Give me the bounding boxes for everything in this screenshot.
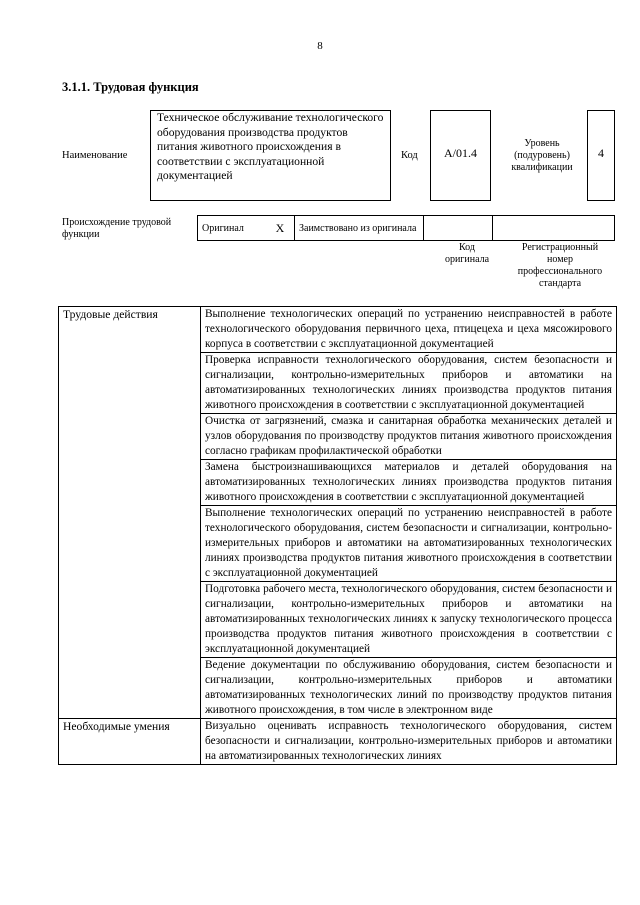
origin-code-cell	[424, 216, 493, 241]
table-cell: Очистка от загрязнений, смазка и санитарная обработка механических деталей и узлов оборудования по производству продуктов питания животного происхождения согласно графикам профилактической обработки	[201, 414, 617, 460]
table-cell: Выполнение технологических операций по устранению неисправностей в работе технологического оборудования первичного цеха, птицецеха и цеха мясожирового корпуса в соответствии с эксплуатационной документацией	[201, 307, 617, 353]
reg-number-label: Регистрационный номер профессионального стандарта	[517, 242, 603, 289]
table-cell: Проверка исправности технологического оборудования, систем безопасности и сигнализации, контрольно-измерительных приборов и автоматики на автоматизированных технологических линиях производства продуктов питания животного происхождения в соответствии с эксплуатационной документацией	[201, 353, 617, 414]
table-cell: Замена быстроизнашивающихся материалов и деталей оборудования на автоматизированных технологических линиях производства продуктов питания животного происхождения в соответствии с эксплуатационной документацией	[201, 460, 617, 506]
function-name: Техническое обслуживание технологического оборудования производства продуктов питания животного происхождения в соответствии с эксплуатационной документацией	[157, 111, 384, 182]
level-label: Уровень (подуровень) квалификации	[511, 138, 573, 173]
table-cell: Выполнение технологических операций по устранению неисправностей в работе технологического оборудования, систем безопасности и сигнализации, контрольно-измерительных приборов и автоматики на автоматизированных технологических линиях производства продуктов питания животного происхождения в соответствии с эксплуатационной документацией	[201, 506, 617, 582]
page-number: 8	[317, 40, 323, 52]
name-label: Наименование	[62, 150, 128, 161]
table-row	[59, 307, 617, 353]
code-value: А/01.4	[444, 146, 477, 160]
row-label: Трудовые действия	[59, 307, 201, 719]
table-cell: Ведение документации по обслуживанию оборудования, систем безопасности и сигнализации, контрольно-измерительных приборов и автоматики автоматизированных технологических линий по производству продуктов питания животного происхождения, в том числе в электронном виде	[201, 658, 617, 719]
labor-functions-table	[58, 306, 617, 765]
origin-table	[197, 215, 615, 241]
table-cell: Визуально оценивать исправность технологического оборудования, систем безопасности и сигнализации, контрольно-измерительных приборов и автоматики на автоматизированных технологических линиях	[201, 719, 617, 765]
row-label: Необходимые умения	[59, 719, 201, 765]
code-label: Код	[401, 150, 418, 161]
table-cell: Подготовка рабочего места, технологического оборудования, систем безопасности и сигнализации, контрольно-измерительных приборов и автоматики на автоматизированных технологических линиях к запуску технологического процесса производства продуктов питания животного происхождения в соответствии с эксплуатационной документацией	[201, 582, 617, 658]
original-mark: X	[266, 216, 295, 241]
origin-reg-cell	[493, 216, 615, 241]
table-row	[59, 719, 617, 765]
borrowed-label: Заимствовано из оригинала	[295, 216, 424, 241]
level-value: 4	[598, 146, 604, 160]
code-original-label: Код оригинала	[444, 242, 490, 265]
section-title: 3.1.1. Трудовая функция	[62, 80, 199, 94]
original-label: Оригинал	[198, 216, 267, 241]
origin-label: Происхождение трудовой функции	[62, 217, 172, 240]
